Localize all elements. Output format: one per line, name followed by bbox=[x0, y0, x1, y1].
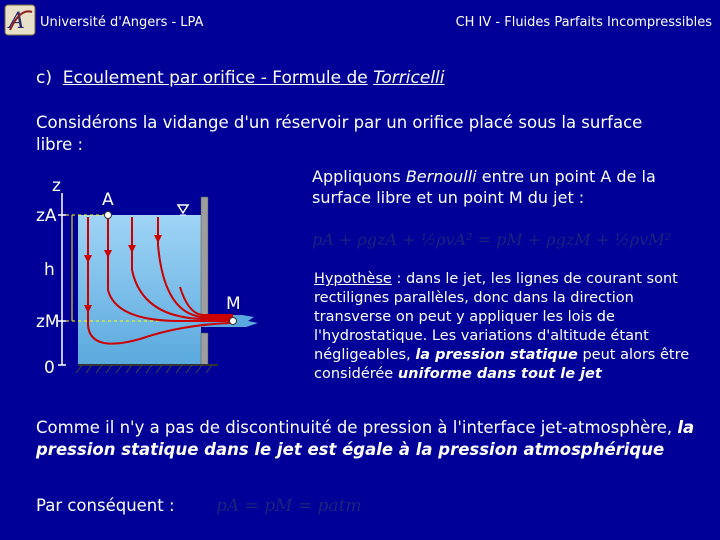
bernoulli-equation: pA + ρgzA + ½ρvA² = pM + ρgzM + ½ρvM² bbox=[312, 230, 672, 249]
hypothesis-paragraph: Hypothèse : dans le jet, les lignes de courant sont rectilignes parallèles, donc dans la direction transverse on peut y appliquer les lois de l'hydrostatique. Les variations d'altitude étant négligeables, la pression statique peut alors être considérée uniforme dans tout le jet bbox=[314, 271, 690, 382]
section-title-name: Torricelli bbox=[373, 68, 445, 88]
label-z: z bbox=[52, 176, 61, 196]
header-chapter: CH IV - Fluides Parfaits Incompressibles bbox=[455, 15, 712, 30]
reservoir-wall bbox=[201, 197, 208, 323]
bernoulli-paragraph: Appliquons Bernoulli entre un point A de la surface libre et un point M du jet : bbox=[312, 167, 656, 207]
reservoir-diagram bbox=[30, 175, 300, 390]
label-h: h bbox=[44, 260, 55, 280]
section-title-text: Ecoulement par orifice - Formule de bbox=[62, 68, 368, 88]
university-logo-icon bbox=[4, 4, 36, 36]
intro-paragraph: Considérons la vidange d'un réservoir par un orifice placé sous la surface libre : bbox=[36, 113, 643, 154]
section-prefix: c) bbox=[36, 68, 52, 88]
hypothesis-emph-pressure: la pression statique bbox=[415, 347, 578, 363]
section-title bbox=[36, 68, 445, 88]
consequence-label: Par conséquent : bbox=[36, 496, 175, 515]
bernoulli-name: Bernoulli bbox=[405, 167, 477, 186]
conclusion-paragraph: Comme il n'y a pas de discontinuité de pression à l'interface jet-atmosphère, la pression statique dans le jet est égale à la pression atmosphérique bbox=[36, 418, 695, 459]
label-point-M: M bbox=[226, 294, 241, 314]
free-surface-icon bbox=[178, 205, 188, 213]
hypothesis-emph-uniform: uniforme dans tout le jet bbox=[397, 366, 602, 382]
label-zM: zM bbox=[36, 312, 60, 332]
label-zero: 0 bbox=[44, 358, 55, 378]
ground-hatching bbox=[76, 365, 212, 373]
header-university: Université d'Angers - LPA bbox=[40, 15, 204, 30]
consequence-equation: pA = pM = patm bbox=[216, 496, 362, 516]
label-zA: zA bbox=[36, 206, 57, 226]
svg-text:A: A bbox=[9, 9, 25, 34]
hypothesis-label: Hypothèse bbox=[314, 271, 392, 287]
conclusion-emph: la pression statique dans le jet est égale à la pression atmosphérique bbox=[36, 418, 695, 459]
point-A bbox=[105, 212, 112, 219]
label-point-A: A bbox=[102, 190, 114, 210]
point-M bbox=[230, 318, 237, 325]
